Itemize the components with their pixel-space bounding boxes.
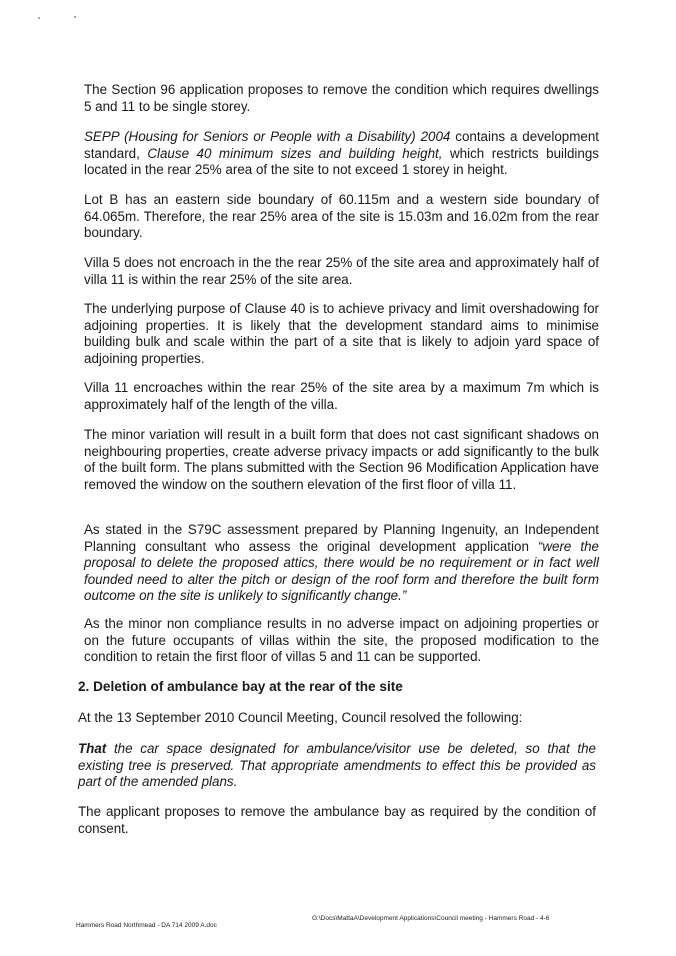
paragraph-s79c-assessment: As stated in the S79C assessment prepared by Planning Ingenuity, an Independent Planning consultant who assess the original development application “were the proposal to delete the proposed attics, there would be no requirement or in fact well founded need to alter the pitch or design of the roof form and therefore the built form outcome on the site is unlikely to significantly change.”: [84, 522, 599, 603]
clause-40-title: Clause 40 minimum sizes and building height,: [147, 145, 443, 161]
paragraph-section-96-proposal: The Section 96 application proposes to remove the condition which requires dwellings 5 and 11 to be single storey.: [84, 82, 599, 114]
paragraph-council-meeting: At the 13 September 2010 Council Meeting, Council resolved the following:: [78, 710, 523, 725]
scan-speck: [38, 17, 40, 19]
section-heading-ambulance-bay: 2. Deletion of ambulance bay at the rear of the site: [78, 679, 403, 694]
footer-left-filename: Hammers Road Northmead - DA 714 2009 A.doc: [76, 922, 217, 929]
sepp-title: SEPP (Housing for Seniors or People with a Disability) 2004: [84, 129, 451, 144]
paragraph-villa-11-encroach: Villa 11 encroaches within the rear 25% of the site area by a maximum 7m which is approximately half of the length of the villa.: [84, 380, 599, 412]
resolution-that: That: [78, 741, 107, 756]
quoted-assessment: “were the proposal to delete the proposed attics, there would be no requirement or in fact well founded need to alter the pitch or design of the roof form and therefore the built form outcome on the site is unlikely to significantly change.”: [84, 538, 599, 603]
paragraph-minor-variation: The minor variation will result in a built form that does not cast significant shadows on neighbouring properties, create adverse privacy impacts or add significantly to the bulk of the built form. The plans submitted with the Section 96 Modification Application have removed the window on the southern elevation of the first floor of villa 11.: [84, 427, 599, 492]
paragraph-sepp-standard: SEPP (Housing for Seniors or People with a Disability) 2004 contains a development standard, Clause 40 minimum sizes and building height, which restricts buildings located in the rear 25% area of the site to not exceed 1 storey in height.: [84, 129, 599, 177]
paragraph-lot-b-boundaries: Lot B has an eastern side boundary of 60.115m and a western side boundary of 64.065m. Therefore, the rear 25% area of the site is 15.03m and 16.02m from the rear boundary.: [84, 192, 599, 240]
paragraph-clause-40-purpose: The underlying purpose of Clause 40 is to achieve privacy and limit overshadowing for adjoining properties. It is likely that the development standard aims to minimise building bulk and scale within the part of a site that is likely to adjoin yard space of adjoining properties.: [84, 301, 599, 366]
paragraph-non-compliance: As the minor non compliance results in no adverse impact on adjoining properties or on the future occupants of villas within the site, the proposed modification to the condition to retain the first floor of villas 5 and 11 can be supported.: [84, 616, 599, 664]
scan-speck: [74, 16, 76, 18]
footer-right-path: G:\Docs\MattaA\Development Applications\Council meeting - Hammers Road - 4-6: [312, 915, 550, 922]
paragraph-villa-5-encroach: Villa 5 does not encroach in the the rear 25% of the site area and approximately half of villa 11 is within the rear 25% of the site area.: [84, 255, 599, 287]
paragraph-council-resolution: That the car space designated for ambulance/visitor use be deleted, so that the existing tree is preserved. That appropriate amendments to effect this be provided as part of the amended plans.: [78, 741, 596, 789]
paragraph-applicant-proposal: The applicant proposes to remove the ambulance bay as required by the condition of consent.: [78, 804, 596, 836]
